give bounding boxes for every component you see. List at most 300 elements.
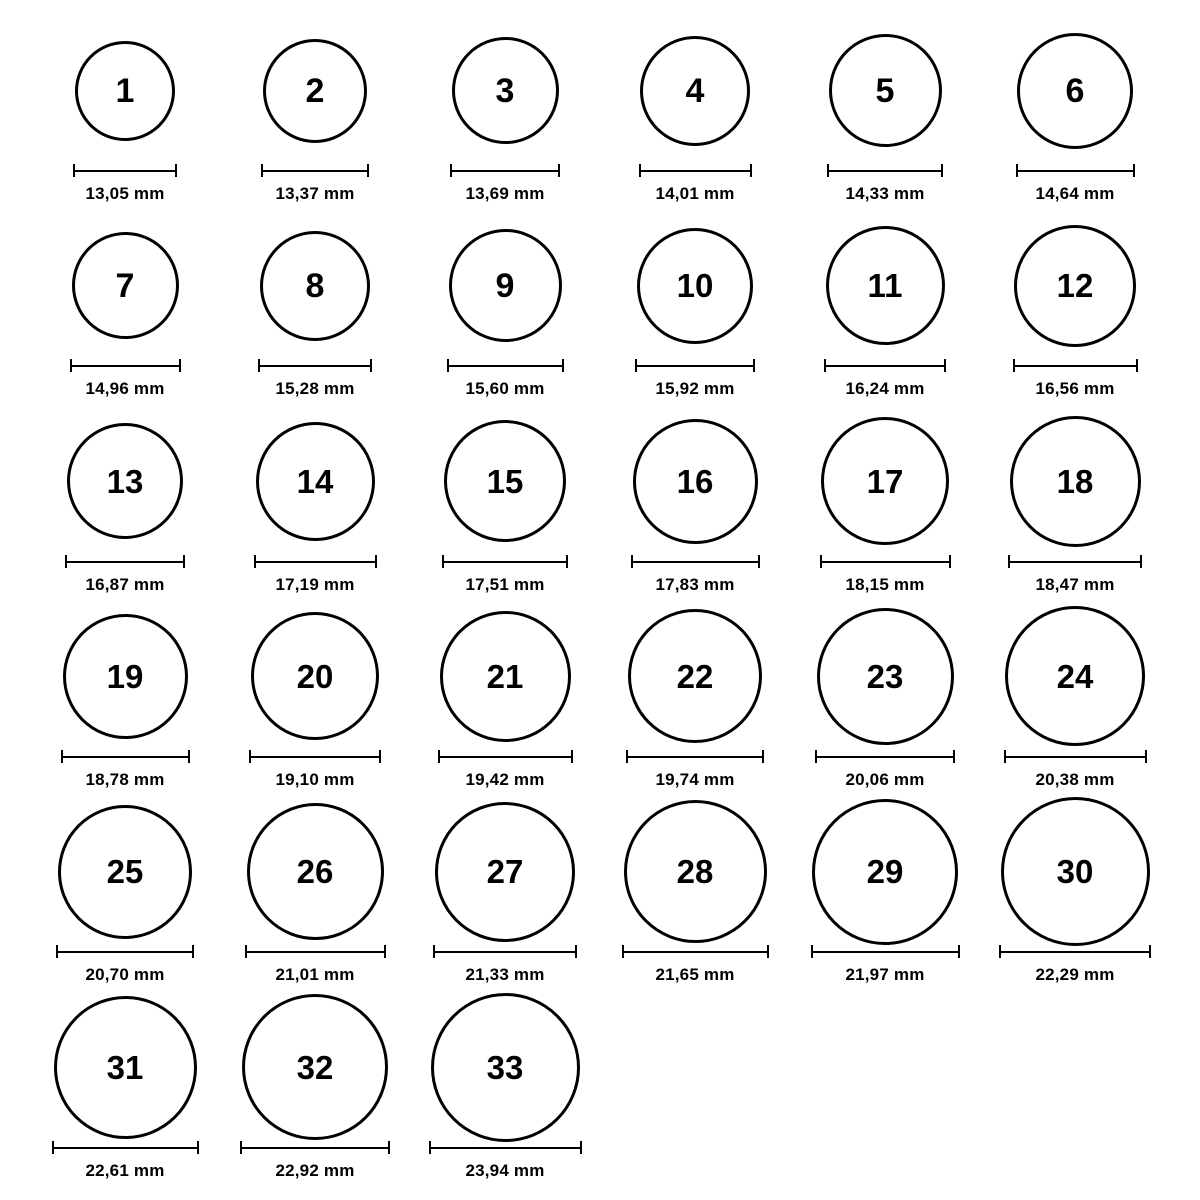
ring-size-number: 28 bbox=[676, 853, 714, 891]
ring-size-cell bbox=[220, 409, 410, 595]
measure-cap-left bbox=[447, 359, 449, 372]
diameter-label: 16,56 mm bbox=[1035, 379, 1115, 399]
measure-line bbox=[820, 561, 951, 563]
ring-circle-wrap bbox=[444, 409, 566, 554]
diameter-label: 19,74 mm bbox=[655, 769, 735, 789]
ring-size-number: 10 bbox=[676, 267, 714, 305]
ring-circle-wrap bbox=[452, 18, 559, 163]
measure-cap-left bbox=[65, 555, 67, 568]
ring-size-cell bbox=[980, 18, 1170, 204]
ring-size-number: 11 bbox=[867, 267, 903, 305]
diameter-label: 14,33 mm bbox=[845, 184, 925, 203]
ring-circle bbox=[812, 799, 958, 945]
ring-size-number: 26 bbox=[296, 853, 334, 891]
ring-circle-wrap bbox=[75, 18, 175, 163]
diameter-label: 23,94 mm bbox=[465, 1160, 545, 1180]
ring-size-number: 27 bbox=[486, 853, 524, 891]
ring-size-number: 20 bbox=[296, 657, 334, 695]
diameter-label: 17,19 mm bbox=[275, 574, 355, 594]
ring-circle bbox=[452, 37, 559, 144]
measure-cap-right bbox=[575, 945, 577, 958]
measure-line bbox=[450, 170, 560, 172]
ring-circle-wrap bbox=[247, 799, 384, 944]
measure-line bbox=[61, 756, 190, 758]
measure-cap-left bbox=[827, 164, 829, 177]
measure-line bbox=[56, 951, 194, 953]
measure-cap-right bbox=[558, 164, 560, 177]
diameter-label: 16,87 mm bbox=[85, 574, 165, 594]
measure-cap-right bbox=[944, 359, 946, 372]
measure-cap-right bbox=[179, 359, 181, 372]
measure-line bbox=[70, 365, 181, 367]
ring-circle-wrap bbox=[1010, 409, 1141, 554]
diameter-measure-bar bbox=[635, 359, 755, 371]
diameter-label: 21,97 mm bbox=[845, 965, 925, 985]
measure-bar-wrap bbox=[73, 163, 177, 177]
diameter-label: 14,01 mm bbox=[655, 184, 735, 203]
diameter-measure-bar bbox=[56, 945, 194, 957]
ring-size-cell bbox=[980, 604, 1170, 790]
measure-cap-right bbox=[379, 750, 381, 763]
diameter-label: 13,69 mm bbox=[465, 184, 545, 203]
measure-line bbox=[254, 561, 377, 563]
size-row bbox=[30, 995, 1170, 1190]
measure-bar-wrap bbox=[1008, 554, 1142, 568]
diameter-measure-bar bbox=[1013, 359, 1138, 371]
measure-cap-left bbox=[240, 1141, 242, 1154]
ring-circle bbox=[821, 417, 949, 545]
ring-circle-wrap bbox=[242, 995, 388, 1140]
measure-line bbox=[827, 170, 943, 172]
measure-cap-left bbox=[442, 555, 444, 568]
measure-cap-right bbox=[562, 359, 564, 372]
diameter-label: 19,10 mm bbox=[275, 769, 355, 789]
ring-circle-wrap bbox=[640, 18, 750, 163]
measure-cap-left bbox=[824, 359, 826, 372]
measure-bar-wrap bbox=[442, 554, 568, 568]
diameter-label: 18,15 mm bbox=[845, 574, 925, 594]
ring-circle bbox=[72, 232, 179, 339]
diameter-label: 17,83 mm bbox=[655, 574, 735, 594]
ring-circle-wrap bbox=[58, 799, 192, 944]
measure-bar-wrap bbox=[639, 163, 752, 177]
diameter-measure-bar bbox=[438, 750, 573, 762]
measure-bar-wrap bbox=[1016, 163, 1135, 177]
diameter-measure-bar bbox=[1008, 555, 1142, 567]
measure-bar-wrap bbox=[827, 163, 943, 177]
measure-cap-left bbox=[811, 945, 813, 958]
ring-size-cell bbox=[30, 213, 220, 399]
ring-size-cell bbox=[980, 213, 1170, 399]
measure-cap-left bbox=[258, 359, 260, 372]
measure-line bbox=[433, 951, 577, 953]
measure-line bbox=[999, 951, 1151, 953]
ring-circle-wrap bbox=[67, 409, 183, 554]
measure-line bbox=[639, 170, 752, 172]
measure-bar-wrap bbox=[429, 1140, 582, 1154]
ring-circle-wrap bbox=[1014, 213, 1136, 358]
ring-size-number: 14 bbox=[296, 462, 334, 500]
ring-size-number: 7 bbox=[115, 266, 135, 305]
diameter-label: 18,78 mm bbox=[85, 769, 165, 789]
diameter-label: 18,47 mm bbox=[1035, 574, 1115, 594]
ring-circle-wrap bbox=[449, 213, 562, 358]
measure-line bbox=[1004, 756, 1147, 758]
ring-size-cell bbox=[220, 213, 410, 399]
ring-size-number: 18 bbox=[1056, 462, 1094, 500]
measure-cap-right bbox=[753, 359, 755, 372]
measure-bar-wrap bbox=[999, 944, 1151, 958]
ring-size-cell bbox=[980, 799, 1170, 985]
measure-cap-right bbox=[197, 1141, 199, 1154]
measure-cap-right bbox=[384, 945, 386, 958]
ring-circle bbox=[263, 39, 367, 143]
measure-cap-right bbox=[767, 945, 769, 958]
measure-cap-right bbox=[1136, 359, 1138, 372]
measure-cap-right bbox=[941, 164, 943, 177]
ring-circle bbox=[435, 802, 575, 942]
measure-line bbox=[1013, 365, 1138, 367]
measure-cap-right bbox=[192, 945, 194, 958]
diameter-label: 21,33 mm bbox=[465, 965, 545, 985]
measure-cap-left bbox=[438, 750, 440, 763]
ring-size-number: 31 bbox=[106, 1048, 144, 1086]
ring-circle-wrap bbox=[251, 604, 379, 749]
diameter-measure-bar bbox=[631, 555, 760, 567]
ring-size-cell bbox=[600, 799, 790, 985]
ring-circle-wrap bbox=[63, 604, 188, 749]
diameter-label: 20,06 mm bbox=[845, 769, 925, 789]
measure-cap-right bbox=[375, 555, 377, 568]
ring-size-number: 16 bbox=[676, 462, 714, 500]
measure-cap-right bbox=[762, 750, 764, 763]
diameter-measure-bar bbox=[254, 555, 377, 567]
diameter-measure-bar bbox=[433, 945, 577, 957]
ring-size-cell bbox=[220, 18, 410, 204]
size-row bbox=[30, 604, 1170, 799]
ring-circle-wrap bbox=[256, 409, 375, 554]
ring-circle bbox=[633, 419, 758, 544]
measure-cap-left bbox=[639, 164, 641, 177]
ring-circle-wrap bbox=[435, 799, 575, 944]
ring-circle-wrap bbox=[637, 213, 753, 358]
measure-cap-left bbox=[1008, 555, 1010, 568]
ring-size-number: 15 bbox=[486, 462, 524, 500]
measure-line bbox=[52, 1147, 199, 1149]
diameter-label: 20,70 mm bbox=[85, 965, 165, 985]
ring-circle bbox=[826, 226, 945, 345]
diameter-label: 22,29 mm bbox=[1035, 965, 1115, 985]
ring-size-number: 33 bbox=[486, 1048, 524, 1086]
diameter-label: 19,42 mm bbox=[465, 769, 545, 789]
ring-circle bbox=[58, 805, 192, 939]
ring-size-cell bbox=[410, 995, 600, 1181]
ring-circle bbox=[256, 422, 375, 541]
measure-cap-right bbox=[958, 945, 960, 958]
ring-size-number: 21 bbox=[486, 657, 524, 695]
measure-cap-left bbox=[52, 1141, 54, 1154]
ring-circle bbox=[817, 608, 954, 745]
diameter-measure-bar bbox=[639, 164, 752, 176]
measure-line bbox=[249, 756, 381, 758]
measure-cap-right bbox=[580, 1141, 582, 1154]
measure-cap-left bbox=[631, 555, 633, 568]
ring-circle bbox=[67, 423, 183, 539]
measure-line bbox=[245, 951, 386, 953]
measure-cap-left bbox=[56, 945, 58, 958]
measure-bar-wrap bbox=[447, 358, 564, 372]
diameter-measure-bar bbox=[622, 945, 769, 957]
ring-circle-wrap bbox=[263, 18, 367, 163]
measure-cap-left bbox=[1016, 164, 1018, 177]
ring-size-number: 6 bbox=[1065, 71, 1085, 110]
measure-line bbox=[631, 561, 760, 563]
ring-circle-wrap bbox=[817, 604, 954, 749]
measure-cap-right bbox=[949, 555, 951, 568]
ring-circle bbox=[251, 612, 379, 740]
ring-size-cell bbox=[220, 604, 410, 790]
diameter-measure-bar bbox=[999, 945, 1151, 957]
diameter-measure-bar bbox=[258, 359, 372, 371]
measure-line bbox=[447, 365, 564, 367]
measure-bar-wrap bbox=[450, 163, 560, 177]
ring-size-cell bbox=[30, 18, 220, 204]
measure-bar-wrap bbox=[622, 944, 769, 958]
ring-circle bbox=[1005, 606, 1145, 746]
diameter-label: 22,61 mm bbox=[85, 1160, 165, 1180]
measure-cap-left bbox=[626, 750, 628, 763]
measure-cap-right bbox=[953, 750, 955, 763]
measure-cap-right bbox=[566, 555, 568, 568]
diameter-measure-bar bbox=[73, 164, 177, 176]
ring-size-number: 29 bbox=[866, 853, 904, 891]
diameter-measure-bar bbox=[1004, 750, 1147, 762]
measure-bar-wrap bbox=[52, 1140, 199, 1154]
ring-size-cell bbox=[220, 995, 410, 1181]
diameter-measure-bar bbox=[261, 164, 369, 176]
ring-size-number: 2 bbox=[305, 71, 325, 110]
measure-bar-wrap bbox=[811, 944, 960, 958]
ring-size-number: 9 bbox=[495, 266, 515, 305]
ring-size-cell bbox=[410, 799, 600, 985]
measure-bar-wrap bbox=[61, 749, 190, 763]
diameter-measure-bar bbox=[429, 1141, 582, 1153]
diameter-label: 22,92 mm bbox=[275, 1160, 355, 1180]
measure-line bbox=[1008, 561, 1142, 563]
ring-circle bbox=[431, 993, 580, 1142]
measure-line bbox=[429, 1147, 582, 1149]
measure-cap-right bbox=[750, 164, 752, 177]
ring-size-cell bbox=[410, 213, 600, 399]
ring-circle bbox=[63, 614, 188, 739]
diameter-measure-bar bbox=[61, 750, 190, 762]
measure-bar-wrap bbox=[245, 944, 386, 958]
measure-line bbox=[438, 756, 573, 758]
diameter-measure-bar bbox=[815, 750, 955, 762]
measure-bar-wrap bbox=[258, 358, 372, 372]
measure-cap-left bbox=[70, 359, 72, 372]
measure-cap-right bbox=[1149, 945, 1151, 958]
measure-line bbox=[240, 1147, 390, 1149]
ring-circle-wrap bbox=[1017, 18, 1133, 163]
ring-circle-wrap bbox=[628, 604, 762, 749]
measure-bar-wrap bbox=[815, 749, 955, 763]
measure-cap-left bbox=[429, 1141, 431, 1154]
measure-bar-wrap bbox=[820, 554, 951, 568]
ring-size-number: 23 bbox=[866, 657, 904, 695]
diameter-label: 17,51 mm bbox=[465, 574, 545, 594]
measure-cap-left bbox=[245, 945, 247, 958]
measure-cap-right bbox=[370, 359, 372, 372]
measure-bar-wrap bbox=[70, 358, 181, 372]
ring-circle bbox=[242, 994, 388, 1140]
ring-circle bbox=[1001, 797, 1150, 946]
ring-size-number: 25 bbox=[106, 853, 144, 891]
ring-size-number: 5 bbox=[875, 71, 895, 110]
measure-cap-right bbox=[1140, 555, 1142, 568]
measure-cap-left bbox=[450, 164, 452, 177]
ring-circle-wrap bbox=[1005, 604, 1145, 749]
measure-line bbox=[824, 365, 946, 367]
size-row bbox=[30, 18, 1170, 213]
diameter-measure-bar bbox=[1016, 164, 1135, 176]
measure-cap-right bbox=[758, 555, 760, 568]
ring-circle bbox=[260, 231, 370, 341]
measure-bar-wrap bbox=[249, 749, 381, 763]
measure-cap-left bbox=[820, 555, 822, 568]
diameter-measure-bar bbox=[240, 1141, 390, 1153]
diameter-measure-bar bbox=[824, 359, 946, 371]
diameter-measure-bar bbox=[245, 945, 386, 957]
ring-circle-wrap bbox=[72, 213, 179, 358]
measure-cap-left bbox=[61, 750, 63, 763]
ring-size-cell bbox=[410, 409, 600, 595]
diameter-measure-bar bbox=[249, 750, 381, 762]
ring-circle bbox=[829, 34, 942, 147]
ring-size-number: 8 bbox=[305, 266, 325, 305]
diameter-measure-bar bbox=[442, 555, 568, 567]
measure-cap-left bbox=[261, 164, 263, 177]
measure-line bbox=[261, 170, 369, 172]
ring-size-cell bbox=[600, 409, 790, 595]
diameter-label: 15,28 mm bbox=[275, 379, 355, 399]
diameter-label: 15,92 mm bbox=[655, 379, 735, 399]
ring-circle-wrap bbox=[431, 995, 580, 1140]
measure-cap-left bbox=[999, 945, 1001, 958]
diameter-label: 15,60 mm bbox=[465, 379, 545, 399]
ring-circle-wrap bbox=[821, 409, 949, 554]
diameter-measure-bar bbox=[52, 1141, 199, 1153]
measure-bar-wrap bbox=[65, 554, 185, 568]
ring-size-cell bbox=[410, 604, 600, 790]
ring-size-number: 3 bbox=[495, 71, 515, 110]
diameter-label: 21,01 mm bbox=[275, 965, 355, 985]
ring-size-cell bbox=[30, 409, 220, 595]
ring-circle bbox=[637, 228, 753, 344]
ring-circle-wrap bbox=[260, 213, 370, 358]
measure-bar-wrap bbox=[438, 749, 573, 763]
measure-bar-wrap bbox=[261, 163, 369, 177]
ring-size-cell bbox=[30, 604, 220, 790]
measure-line bbox=[258, 365, 372, 367]
ring-size-cell bbox=[790, 409, 980, 595]
measure-cap-left bbox=[815, 750, 817, 763]
measure-cap-right bbox=[388, 1141, 390, 1154]
ring-size-number: 17 bbox=[866, 462, 904, 500]
ring-circle-wrap bbox=[812, 799, 958, 944]
measure-bar-wrap bbox=[433, 944, 577, 958]
measure-bar-wrap bbox=[1013, 358, 1138, 372]
size-row bbox=[30, 799, 1170, 994]
measure-line bbox=[815, 756, 955, 758]
ring-size-number: 19 bbox=[106, 657, 144, 695]
ring-circle bbox=[624, 800, 767, 943]
ring-size-cell bbox=[790, 213, 980, 399]
diameter-measure-bar bbox=[447, 359, 564, 371]
ring-circle-wrap bbox=[826, 213, 945, 358]
diameter-label: 13,05 mm bbox=[85, 184, 165, 203]
measure-bar-wrap bbox=[631, 554, 760, 568]
ring-circle bbox=[628, 609, 762, 743]
measure-cap-right bbox=[175, 164, 177, 177]
ring-size-cell bbox=[980, 409, 1170, 595]
diameter-measure-bar bbox=[811, 945, 960, 957]
ring-size-cell bbox=[410, 18, 600, 204]
ring-size-cell bbox=[790, 604, 980, 790]
size-row bbox=[30, 213, 1170, 408]
ring-size-number: 12 bbox=[1056, 267, 1094, 305]
ring-circle-wrap bbox=[440, 604, 571, 749]
measure-cap-right bbox=[367, 164, 369, 177]
ring-circle bbox=[1014, 225, 1136, 347]
measure-line bbox=[73, 170, 177, 172]
measure-cap-right bbox=[1145, 750, 1147, 763]
ring-circle-wrap bbox=[633, 409, 758, 554]
ring-circle bbox=[449, 229, 562, 342]
diameter-measure-bar bbox=[827, 164, 943, 176]
measure-bar-wrap bbox=[56, 944, 194, 958]
measure-cap-right bbox=[183, 555, 185, 568]
measure-cap-right bbox=[1133, 164, 1135, 177]
ring-circle bbox=[444, 420, 566, 542]
diameter-label: 16,24 mm bbox=[845, 379, 925, 399]
measure-line bbox=[626, 756, 764, 758]
ring-circle-wrap bbox=[54, 995, 197, 1140]
ring-size-cell bbox=[790, 799, 980, 985]
ring-circle bbox=[54, 996, 197, 1139]
ring-size-number: 4 bbox=[685, 71, 705, 110]
size-row bbox=[30, 409, 1170, 604]
measure-cap-left bbox=[622, 945, 624, 958]
ring-circle bbox=[1017, 33, 1133, 149]
diameter-label: 14,96 mm bbox=[85, 379, 165, 399]
measure-bar-wrap bbox=[626, 749, 764, 763]
ring-size-cell bbox=[790, 18, 980, 204]
diameter-label: 20,38 mm bbox=[1035, 769, 1115, 789]
ring-circle bbox=[75, 41, 175, 141]
measure-bar-wrap bbox=[824, 358, 946, 372]
measure-line bbox=[442, 561, 568, 563]
ring-size-number: 22 bbox=[676, 657, 714, 695]
diameter-label: 21,65 mm bbox=[655, 965, 735, 985]
ring-size-number: 24 bbox=[1056, 657, 1094, 695]
ring-size-number: 13 bbox=[106, 462, 144, 500]
ring-size-cell bbox=[30, 799, 220, 985]
measure-cap-left bbox=[254, 555, 256, 568]
ring-size-cell bbox=[600, 18, 790, 204]
measure-cap-left bbox=[1004, 750, 1006, 763]
ring-circle bbox=[440, 611, 571, 742]
